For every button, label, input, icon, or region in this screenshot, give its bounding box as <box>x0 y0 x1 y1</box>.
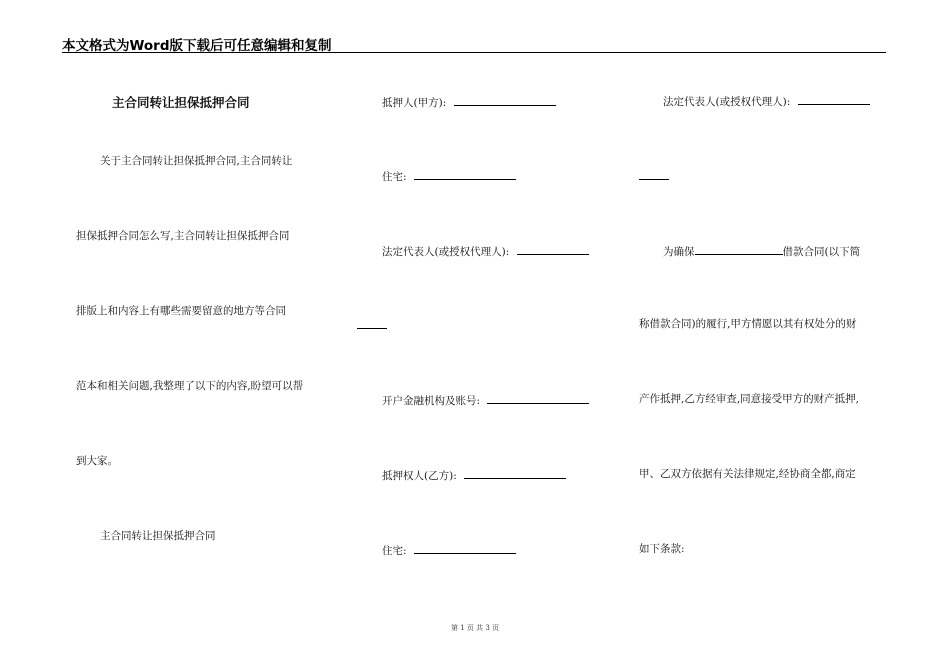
mortgagee-label: 抵押权人(乙方): <box>382 470 457 482</box>
intro-line-2: 担保抵押合同怎么写,主合同转让担保抵押合同 <box>76 230 290 242</box>
legal-rep-blank-continued-b <box>639 179 669 180</box>
residence-field-1 <box>382 168 516 184</box>
clause-line-3: 甲、乙双方依据有关法律规定,经协商全都,商定 <box>639 468 856 480</box>
mortgagor-label: 抵押人(甲方): <box>382 97 447 109</box>
residence-label-1: 住宅: <box>382 171 407 183</box>
intro-line-1: 关于主合同转让担保抵押合同,主合同转让 <box>100 155 293 167</box>
ensure-prefix: 为确保 <box>663 246 695 258</box>
intro-line-4: 范本和相关问题,我整理了以下的内容,盼望可以帮 <box>76 380 304 392</box>
document-title: 主合同转让担保抵押合同 <box>112 95 250 110</box>
intro-line-3: 排版上和内容上有哪些需要留意的地方等合同 <box>76 305 286 317</box>
legal-rep-label-b: 法定代表人(或授权代理人): <box>663 96 791 108</box>
bank-account-blank <box>487 392 589 404</box>
legal-rep-label-a: 法定代表人(或授权代理人): <box>382 246 510 258</box>
legal-rep-field-b <box>663 93 870 109</box>
page-header-title: 本文格式为Word版下载后可任意编辑和复制 <box>62 38 332 54</box>
mortgagor-field <box>382 94 556 110</box>
legal-rep-blank-b <box>798 93 870 105</box>
clause-line-2: 产作抵押,乙方经审查,同意接受甲方的财产抵押, <box>639 393 860 405</box>
mortgagor-blank <box>454 94 556 106</box>
residence-blank-1 <box>414 168 516 180</box>
residence-blank-2 <box>414 542 516 554</box>
bank-account-field <box>382 392 589 408</box>
intro-line-5: 到大家。 <box>76 455 118 467</box>
legal-rep-field-a <box>382 243 589 259</box>
ensure-suffix: 借款合同(以下简 <box>782 246 861 258</box>
header-divider <box>62 52 886 53</box>
legal-rep-blank-a <box>517 243 589 255</box>
clause-line-4: 如下条款: <box>639 543 685 555</box>
loan-contract-blank <box>695 243 783 255</box>
bank-account-label: 开户金融机构及账号: <box>382 395 481 407</box>
mortgagee-blank <box>464 467 566 479</box>
mortgagee-field <box>382 467 566 483</box>
ensure-clause <box>663 243 860 259</box>
legal-rep-blank-continued-a <box>357 328 387 329</box>
residence-field-2 <box>382 542 516 558</box>
clause-line-1: 称借款合同)的履行,甲方情愿以其有权处分的财 <box>639 318 857 330</box>
residence-label-2: 住宅: <box>382 545 407 557</box>
section-subtitle: 主合同转让担保抵押合同 <box>100 530 216 542</box>
page-number: 第 1 页 共 3 页 <box>450 624 500 632</box>
